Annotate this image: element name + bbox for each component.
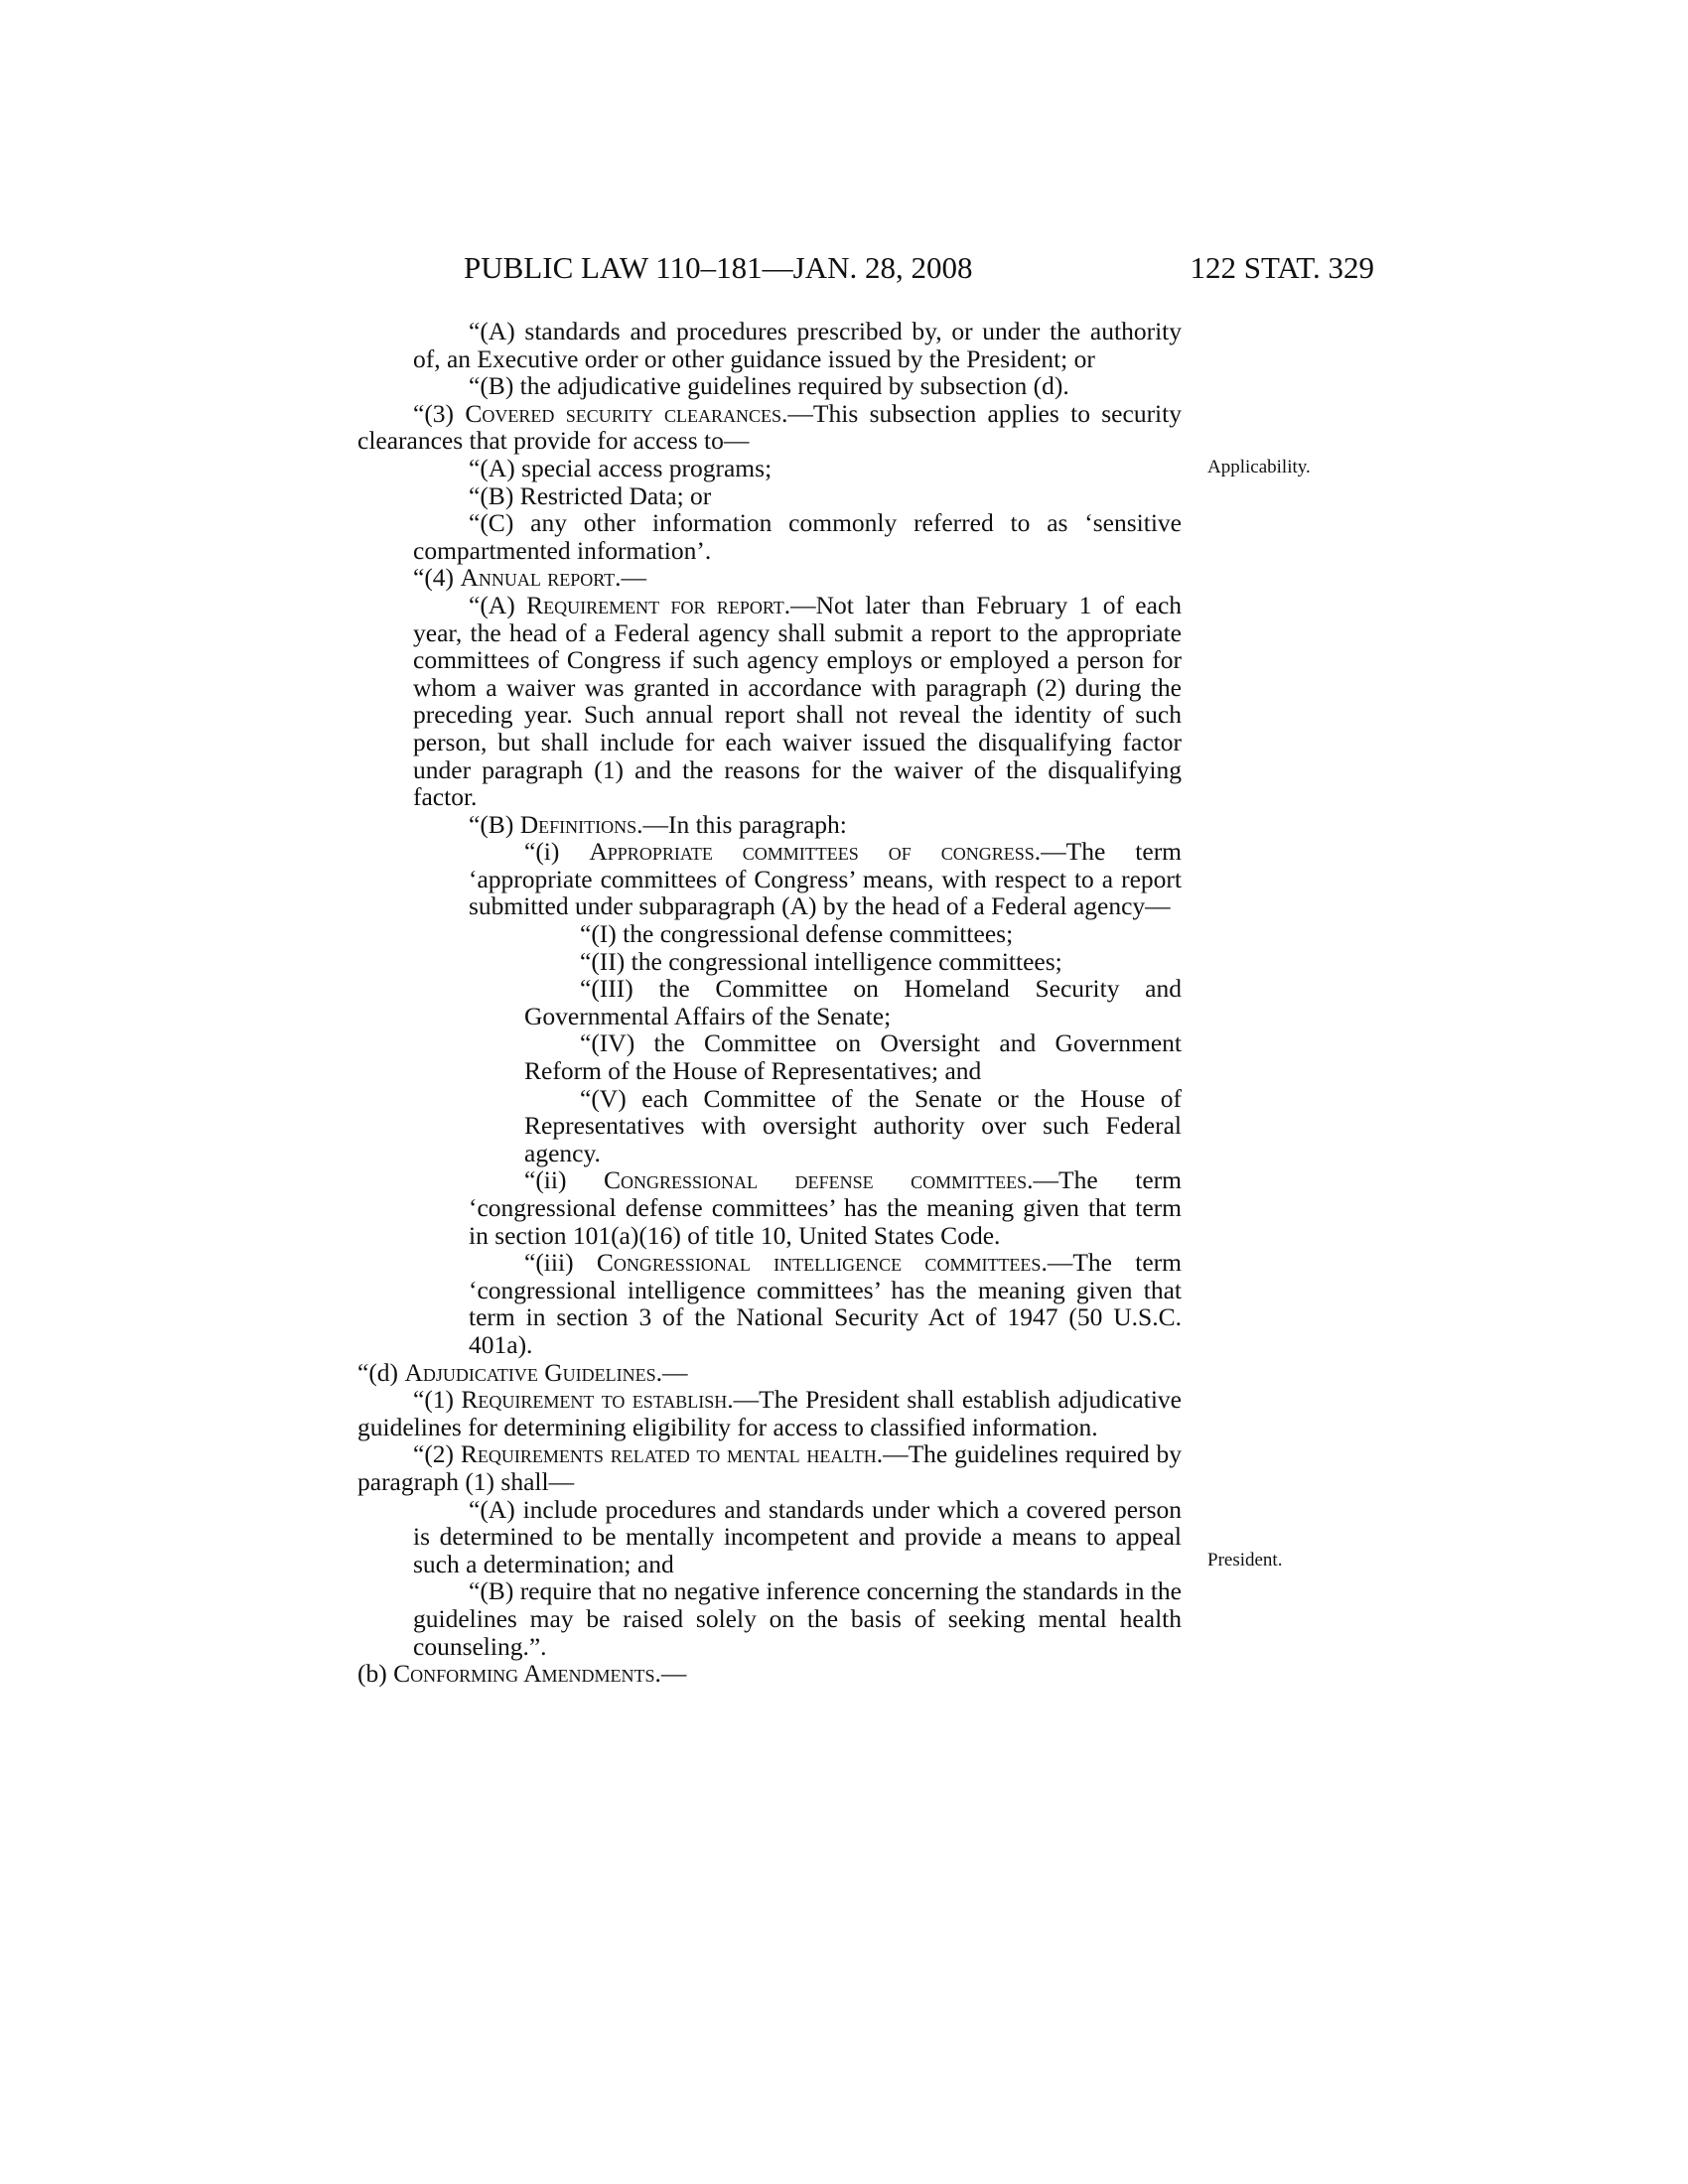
paragraph-text: .—: [655, 1357, 688, 1387]
paragraph-heading: Requirement to establish: [461, 1385, 728, 1415]
paragraph: [357, 1359, 1182, 1387]
paragraph: [357, 592, 1182, 811]
paragraph-heading: Congressional intelligence committees: [596, 1248, 1042, 1278]
paragraph-designator: “(d): [357, 1357, 405, 1387]
paragraph-text: .—: [615, 563, 647, 593]
paragraph: [357, 838, 1182, 920]
paragraph-designator: “(2): [413, 1439, 461, 1469]
paragraph: [357, 948, 1182, 976]
paragraph-text: “(A) special access programs;: [469, 453, 773, 482]
paragraph-text: “(C) any other information commonly referred to as ‘sensitive compartmented information’.: [413, 508, 1182, 565]
paragraph-designator: “(i): [524, 837, 590, 867]
paragraph-text: “(B) Restricted Data; or: [469, 480, 712, 510]
paragraph: [357, 372, 1182, 400]
paragraph: [357, 509, 1182, 564]
paragraph-heading: Appropriate committees of congress: [589, 837, 1035, 867]
paragraph-text: .—In this paragraph:: [636, 809, 847, 839]
paragraph-text: .—The term ‘congressional intelligence committees’ has the meaning given that term in section 3 of the National Security Act of 1947 (50 U.S.C. 401a).: [469, 1248, 1182, 1359]
paragraph-text: “(V) each Committee of the Senate or the House of Representatives with oversight authority over such Federal agency.: [524, 1083, 1182, 1167]
paragraph-text: .—The guidelines required by paragraph (1) shall—: [357, 1439, 1182, 1496]
paragraph: [357, 1660, 1182, 1688]
paragraph-heading: Adjudicative Guidelines: [404, 1357, 656, 1387]
paragraph-heading: Annual report: [460, 563, 616, 593]
paragraph-heading: Congressional defense committees: [604, 1165, 1028, 1195]
paragraph-text: “(III) the Committee on Homeland Security and Governmental Affairs of the Senate;: [524, 974, 1182, 1030]
paragraph-text: “(II) the congressional intelligence committees;: [580, 946, 1062, 976]
paragraph-heading: Conforming Amendments: [393, 1659, 655, 1689]
paragraph: [357, 1577, 1182, 1660]
paragraph-heading: Requirement for report: [526, 590, 784, 619]
paragraph: [357, 1249, 1182, 1358]
running-header-title: PUBLIC LAW 110–181—JAN. 28, 2008: [464, 250, 973, 285]
paragraph-designator: “(3): [413, 398, 466, 428]
paragraph: [357, 1085, 1182, 1167]
paragraph-text: .—The term ‘congressional defense committees’ has the meaning given that term in section 101(a)(16) of title 10, United States Code.: [469, 1165, 1182, 1250]
paragraph-text: “(B) the adjudicative guidelines required by subsection (d).: [469, 371, 1069, 401]
margin-note-president: President.: [1207, 1550, 1283, 1570]
paragraph-designator: “(4): [413, 563, 461, 593]
paragraph: [357, 564, 1182, 592]
paragraph: [357, 1386, 1182, 1440]
paragraph-designator: (b): [357, 1659, 394, 1689]
margin-note-applicability: Applicability.: [1207, 457, 1311, 478]
paragraph-designator: “(B): [469, 809, 520, 839]
paragraph-text: “(I) the congressional defense committees;: [580, 919, 1014, 949]
paragraph-text: .—This subsection applies to security clearances that provide for access to—: [357, 398, 1182, 456]
paragraph-designator: “(1): [413, 1385, 462, 1415]
statute-body: [357, 318, 1182, 1688]
paragraph: [357, 1440, 1182, 1495]
paragraph-heading: Requirements related to mental health: [460, 1439, 877, 1469]
paragraph-text: .—The President shall establish adjudicative guidelines for determining eligibility for access to classified information.: [357, 1385, 1182, 1441]
paragraph: [357, 318, 1182, 372]
paragraph: [357, 1166, 1182, 1249]
paragraph: [357, 1496, 1182, 1578]
paragraph-text: .—: [654, 1659, 687, 1689]
paragraph-designator: “(iii): [524, 1248, 597, 1278]
paragraph: [357, 920, 1182, 948]
paragraph: [357, 482, 1182, 510]
paragraph: [357, 400, 1182, 455]
paragraph-text: “(A) include procedures and standards under which a covered person is determined to be mentally incompetent and provide a means to appeal such a determination; and: [413, 1494, 1182, 1578]
paragraph-designator: “(A): [469, 590, 527, 619]
paragraph: [357, 455, 1182, 482]
paragraph: [357, 811, 1182, 839]
paragraph-text: “(IV) the Committee on Oversight and Government Reform of the House of Representatives; and: [524, 1028, 1182, 1086]
paragraph-heading: Definitions: [519, 809, 637, 839]
paragraph-text: “(B) require that no negative inference concerning the standards in the guidelines may be raised solely on the basis of seeking mental health counseling.”.: [413, 1576, 1182, 1661]
paragraph: [357, 975, 1182, 1029]
paragraph-text: “(A) standards and procedures prescribed by, or under the authority of, an Executive order or other guidance issued by the President; or: [413, 317, 1182, 373]
paragraph-designator: “(ii): [524, 1165, 605, 1195]
paragraph-text: .—Not later than February 1 of each year, the head of a Federal agency shall submit a report to the appropriate committees of Congress if such agency employs or employed a person for whom a waiver was granted in accordance with paragraph (2) during the preceding year. Such annual report shall not reveal the identity of such person, but shall include for each waiver issued the disqualifying factor under paragraph (1) and the reasons for the waiver of the disqualifying factor.: [413, 590, 1183, 812]
paragraph-text: .—The term ‘appropriate committees of Congress’ means, with respect to a report submitted under subparagraph (A) by the head of a Federal agency—: [469, 837, 1183, 921]
page-number: 122 STAT. 329: [1190, 250, 1374, 285]
paragraph: [357, 1029, 1182, 1084]
paragraph-heading: Covered security clearances: [465, 398, 782, 428]
